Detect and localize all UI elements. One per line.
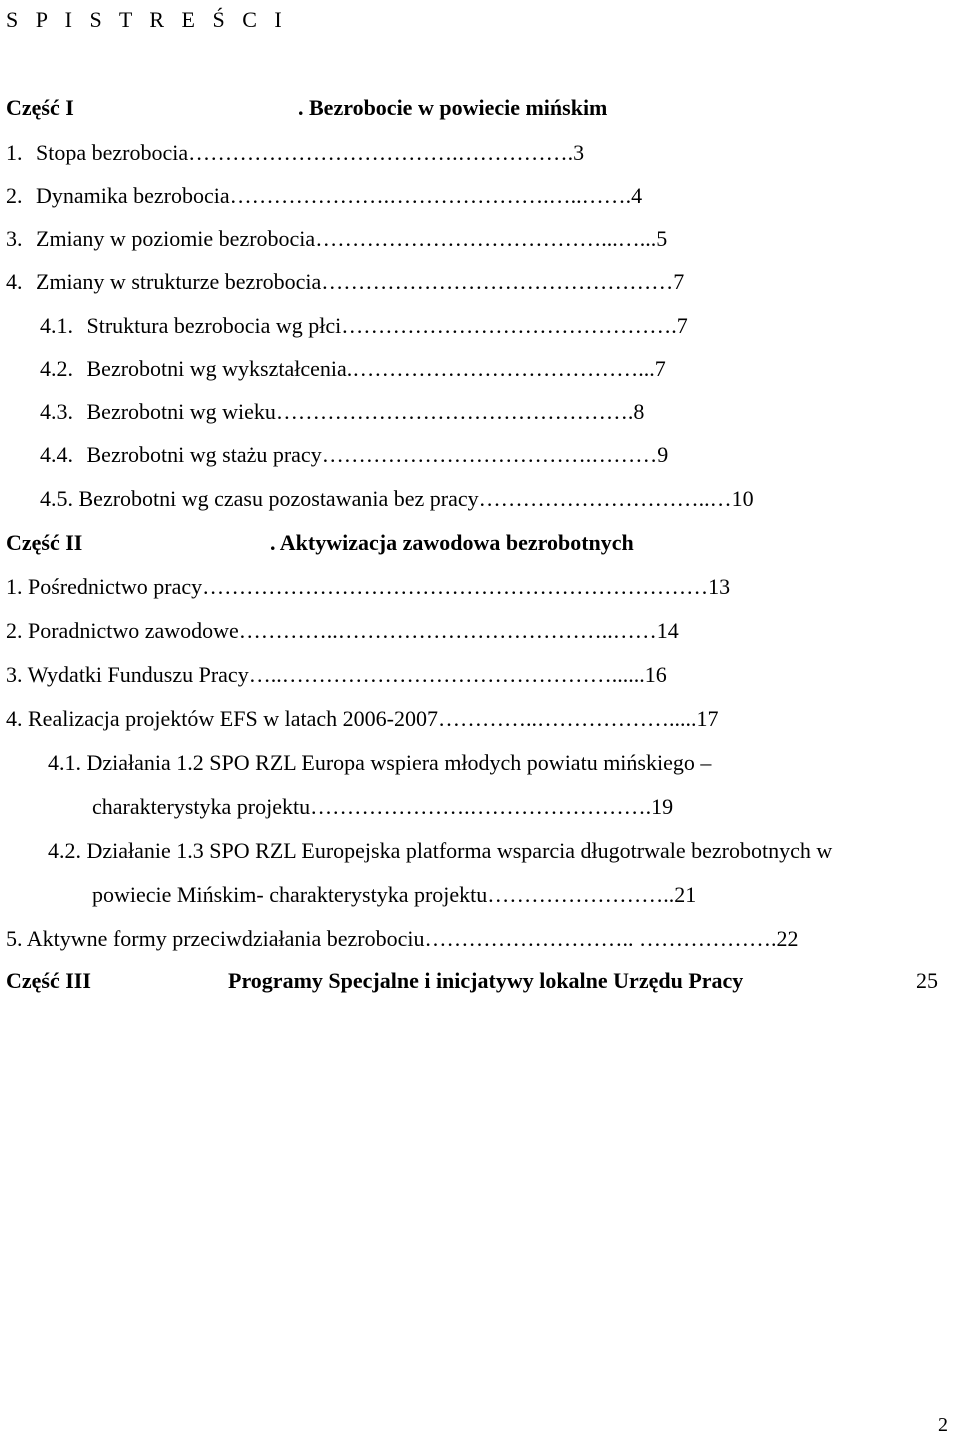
entry-text: Aktywne formy przeciwdziałania bezrobociu bbox=[26, 926, 425, 951]
entry-leader: …………..………………………………..…… bbox=[238, 618, 657, 643]
entry-leader: ……………………….. ……………… bbox=[424, 926, 771, 951]
entry-page: 14 bbox=[656, 618, 679, 643]
entry-text: Bezrobotni wg wykształcenia. bbox=[86, 356, 353, 381]
entry-leader: …………………………………………. bbox=[275, 399, 634, 424]
entry-text: Zmiany w strukturze bezrobocia bbox=[36, 269, 322, 294]
part-heading-2 bbox=[6, 525, 82, 561]
entry-number: 4.2. bbox=[48, 838, 81, 863]
toc-entry-1[interactable] bbox=[6, 135, 918, 171]
toc-entry-ii-3[interactable] bbox=[6, 657, 938, 693]
entry-leader: …..………………………………………...... bbox=[248, 662, 645, 687]
entry-number: 1. bbox=[6, 140, 23, 165]
entry-number: 1. bbox=[6, 574, 23, 599]
entry-leader: …………………….. bbox=[487, 882, 675, 907]
entry-number: 3. bbox=[6, 226, 23, 251]
part-page-3: 25 bbox=[916, 968, 938, 993]
entry-leader: …………………………………...…... bbox=[315, 226, 657, 251]
toc-entry-4-4[interactable] bbox=[40, 437, 918, 473]
toc-entry-ii-5[interactable] bbox=[6, 921, 938, 957]
entry-page: 21 bbox=[674, 882, 697, 907]
part-label: Część I bbox=[6, 95, 74, 120]
entry-leader: ……………………………….……… bbox=[321, 442, 658, 467]
entry-number: 2. bbox=[6, 618, 23, 643]
entry-number: 4. bbox=[6, 706, 23, 731]
entry-page: 7 bbox=[676, 313, 688, 338]
entry-page: 8 bbox=[633, 399, 645, 424]
entry-text: Realizacja projektów EFS w latach 2006-2007 bbox=[28, 706, 438, 731]
entry-page: .4 bbox=[625, 183, 643, 208]
entry-text: Stopa bezrobocia bbox=[36, 140, 189, 165]
toc-entry-ii-4-2-cont[interactable] bbox=[92, 877, 938, 913]
page-number: 2 bbox=[938, 1414, 948, 1436]
part-heading-3 bbox=[6, 963, 91, 999]
entry-leader: …………………………………………………………… bbox=[202, 574, 709, 599]
toc-entry-ii-4-2[interactable] bbox=[48, 833, 956, 869]
entry-page: 13 bbox=[708, 574, 731, 599]
toc-entry-4-1[interactable] bbox=[40, 308, 918, 344]
entry-number: 2. bbox=[6, 183, 23, 208]
entry-number: 3. bbox=[6, 662, 23, 687]
toc-title: S P I S T R E Ś C I bbox=[6, 7, 288, 32]
toc-entry-ii-1[interactable] bbox=[6, 569, 938, 605]
entry-page: .3 bbox=[567, 140, 585, 165]
entry-number: 4.3. bbox=[40, 399, 73, 424]
entry-leader: ………………….…………………… bbox=[310, 794, 646, 819]
entry-number: 5. bbox=[6, 926, 23, 951]
entry-page: .22 bbox=[770, 926, 799, 951]
entry-number: 4.4. bbox=[40, 442, 73, 467]
toc-entry-ii-2[interactable] bbox=[6, 613, 938, 649]
entry-page: 16 bbox=[644, 662, 667, 687]
entry-text: Działania 1.2 SPO RZL Europa wspiera młodych powiatu mińskiego – bbox=[86, 750, 712, 775]
entry-leader: …………..………………..... bbox=[437, 706, 697, 731]
part-label: Część II bbox=[6, 530, 83, 555]
toc-entry-ii-4[interactable] bbox=[6, 701, 938, 737]
toc-entry-ii-4-1[interactable] bbox=[48, 745, 938, 781]
entry-page: 17 bbox=[696, 706, 719, 731]
entry-text: Bezrobotni wg wieku bbox=[86, 399, 276, 424]
part-heading-1 bbox=[6, 90, 74, 126]
part-label: Część III bbox=[6, 968, 91, 993]
toc-entry-ii-4-1-cont[interactable] bbox=[92, 789, 938, 825]
entry-leader: ……………………………….…………… bbox=[188, 140, 568, 165]
part-title-3: Programy Specjalne i inicjatywy lokalne Urzędu Pracy bbox=[228, 968, 744, 993]
entry-page: 9 bbox=[657, 442, 669, 467]
entry-leader: …………………………………... bbox=[352, 356, 655, 381]
entry-page: 7 bbox=[654, 356, 666, 381]
entry-page: 5 bbox=[656, 226, 668, 251]
part-title-1: . Bezrobocie w powiecie mińskim bbox=[298, 95, 608, 120]
toc-entry-4[interactable] bbox=[6, 264, 918, 300]
entry-page: 10 bbox=[731, 486, 754, 511]
entry-leader: ………………….………………….…..…… bbox=[229, 183, 626, 208]
entry-number: 4.1. bbox=[48, 750, 81, 775]
entry-text: Zmiany w poziomie bezrobocia bbox=[36, 226, 316, 251]
entry-leader: …………………………..… bbox=[478, 486, 732, 511]
entry-number: 4.2. bbox=[40, 356, 73, 381]
entry-text: Bezrobotni wg stażu pracy bbox=[86, 442, 322, 467]
entry-text: Pośrednictwo pracy bbox=[28, 574, 203, 599]
entry-text: Dynamika bezrobocia bbox=[36, 183, 230, 208]
entry-continuation: powiecie Mińskim- charakterystyka projektu bbox=[92, 882, 488, 907]
entry-leader: ………………………………………. bbox=[341, 313, 677, 338]
entry-text: Działanie 1.3 SPO RZL Europejska platforma wsparcia długotrwale bezrobotnych w bbox=[86, 838, 833, 863]
toc-entry-3[interactable] bbox=[6, 221, 918, 257]
entry-continuation: charakterystyka projektu bbox=[92, 794, 311, 819]
entry-text: Struktura bezrobocia wg płci bbox=[86, 313, 342, 338]
toc-entry-4-2[interactable] bbox=[40, 351, 918, 387]
entry-text: Bezrobotni wg czasu pozostawania bez pracy bbox=[78, 486, 479, 511]
toc-entry-4-3[interactable] bbox=[40, 394, 918, 430]
part-title-2: . Aktywizacja zawodowa bezrobotnych bbox=[270, 530, 634, 555]
entry-text: Wydatki Funduszu Pracy bbox=[27, 662, 249, 687]
entry-number: 4. bbox=[6, 269, 23, 294]
entry-number: 4.5. bbox=[40, 486, 73, 511]
entry-text: Poradnictwo zawodowe bbox=[28, 618, 239, 643]
entry-leader: ………………………………………… bbox=[321, 269, 674, 294]
entry-number: 4.1. bbox=[40, 313, 73, 338]
toc-entry-4-5[interactable] bbox=[40, 481, 918, 517]
entry-page: .19 bbox=[645, 794, 674, 819]
entry-page: 7 bbox=[673, 269, 685, 294]
toc-entry-2[interactable] bbox=[6, 178, 918, 214]
